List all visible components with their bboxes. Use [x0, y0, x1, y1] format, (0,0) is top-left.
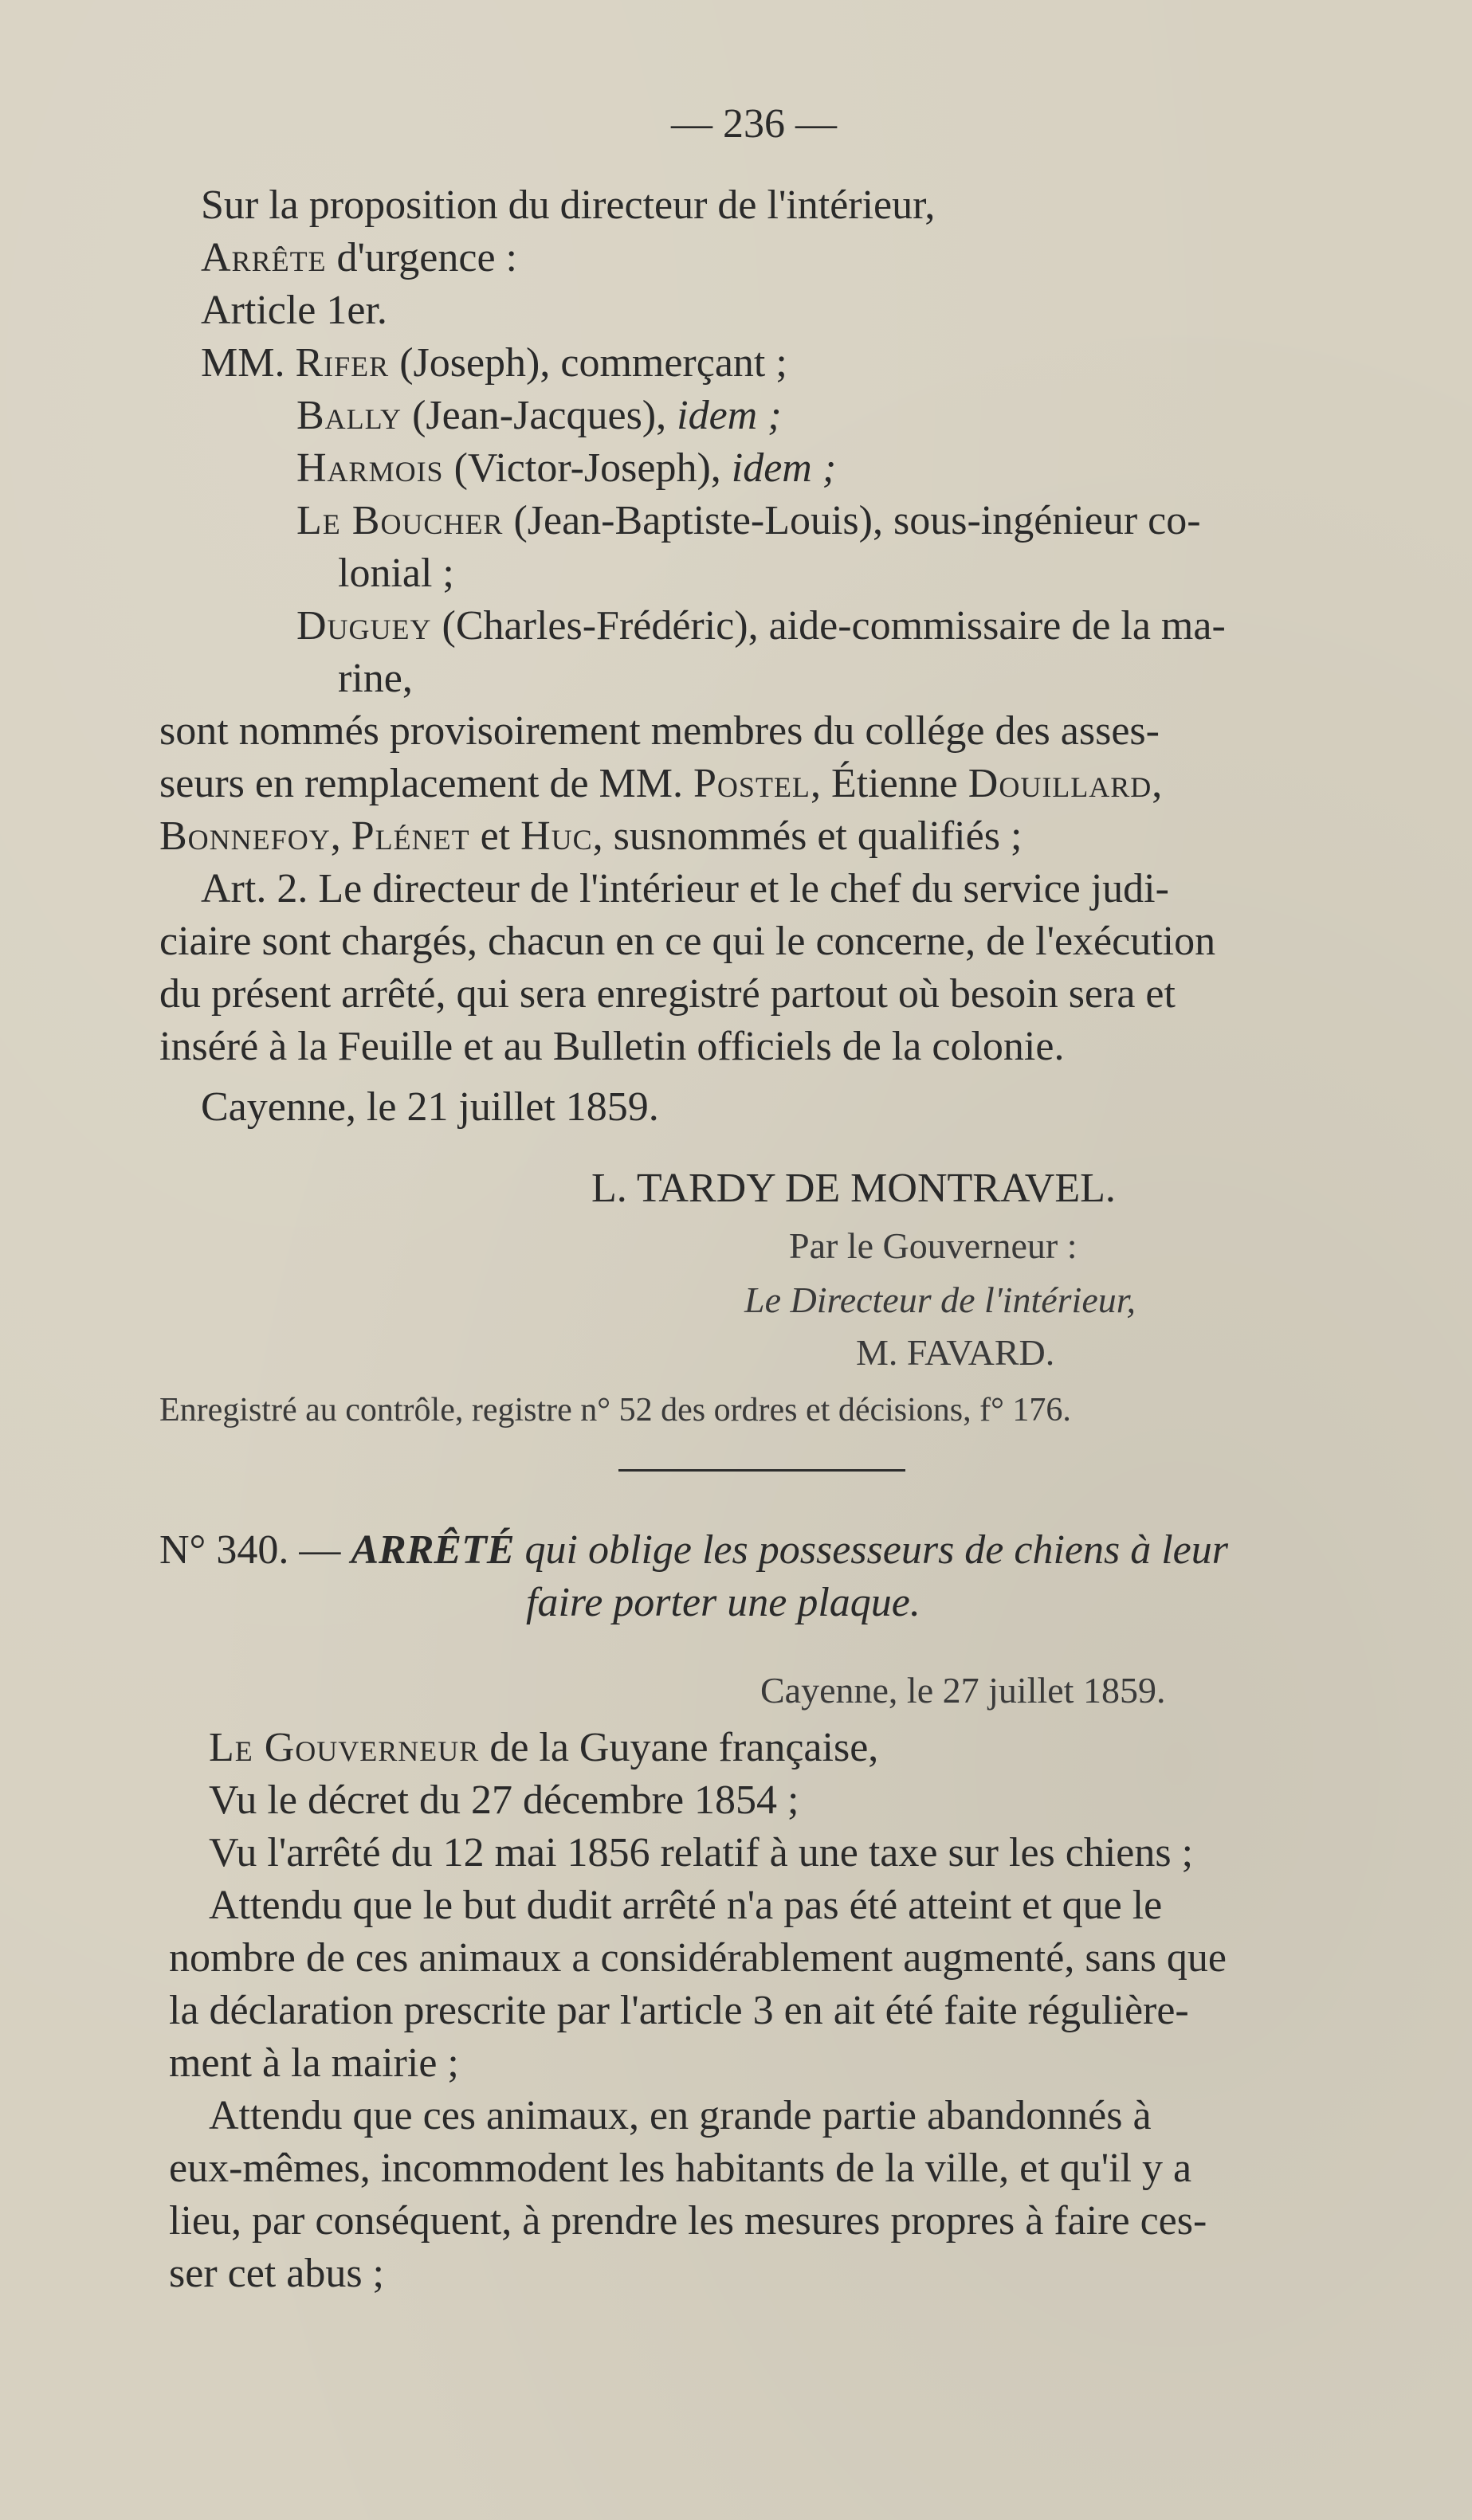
- text-line: Vu le décret du 27 décembre 1854 ;: [209, 1777, 799, 1823]
- text-line: Duguey (Charles-Frédéric), aide-commissaire de la ma-: [296, 603, 1226, 649]
- text-line: Vu l'arrêté du 12 mai 1856 relatif à une taxe sur les chiens ;: [209, 1830, 1194, 1875]
- text-line: ser cet abus ;: [169, 2251, 385, 2296]
- decree-title-continued: faire porter une plaque.: [526, 1580, 920, 1625]
- text-line: Bonnefoy, Plénet et Huc, susnommés et qualifiés ;: [159, 813, 1023, 859]
- text-line: inséré à la Feuille et au Bulletin officiels de la colonie.: [159, 1024, 1065, 1069]
- text-line: rine,: [338, 656, 413, 701]
- text-line: ciaire sont chargés, chacun en ce qui le concerne, de l'exécution: [159, 919, 1216, 964]
- text-line: Art. 2. Le directeur de l'intérieur et le chef du service judi-: [201, 866, 1169, 911]
- decree-title: N° 340. — ARRÊTÉ qui oblige les possesseurs de chiens à leur: [159, 1527, 1228, 1573]
- registration-note: Enregistré au contrôle, registre n° 52 des ordres et décisions, f° 176.: [159, 1392, 1071, 1429]
- text-line: Le Boucher (Jean-Baptiste-Louis), sous-ingénieur co-: [296, 498, 1201, 543]
- signature: L. TARDY DE MONTRAVEL.: [591, 1166, 1116, 1211]
- text-line: lonial ;: [338, 551, 454, 596]
- text-line: Le Gouverneur de la Guyane française,: [209, 1725, 879, 1770]
- section-divider: [618, 1469, 905, 1472]
- text-line: Arrête d'urgence :: [201, 235, 517, 280]
- text-line: Attendu que le but dudit arrêté n'a pas été atteint et que le: [209, 1883, 1163, 1928]
- text-line: MM. Rifer (Joseph), commerçant ;: [201, 340, 787, 386]
- text-line: seurs en remplacement de MM. Postel, Étienne Douillard,: [159, 761, 1163, 806]
- text-line: la déclaration prescrite par l'article 3 en ait été faite régulière-: [169, 1988, 1189, 2033]
- text-line: Bally (Jean-Jacques), idem ;: [296, 393, 782, 438]
- date-line: Cayenne, le 21 juillet 1859.: [201, 1084, 659, 1130]
- date-line: Cayenne, le 27 juillet 1859.: [760, 1670, 1166, 1711]
- text-line: Attendu que ces animaux, en grande partie abandonnés à: [209, 2093, 1152, 2138]
- article-heading: Article 1er.: [201, 288, 387, 333]
- text-line: nombre de ces animaux a considérablement augmenté, sans que: [169, 1935, 1227, 1981]
- text-line: ment à la mairie ;: [169, 2040, 459, 2086]
- text-line: sont nommés provisoirement membres du collége des asses-: [159, 708, 1160, 754]
- page-number: — 236 —: [671, 101, 837, 147]
- text-line: lieu, par conséquent, à prendre les mesures propres à faire ces-: [169, 2198, 1207, 2244]
- par-le-gouverneur: Par le Gouverneur :: [789, 1225, 1078, 1266]
- text-line: Sur la proposition du directeur de l'intérieur,: [201, 182, 936, 228]
- directeur-title: Le Directeur de l'intérieur,: [744, 1280, 1136, 1320]
- favard-signature: M. FAVARD.: [856, 1332, 1055, 1373]
- text-line: du présent arrêté, qui sera enregistré partout où besoin sera et: [159, 971, 1176, 1017]
- text-line: Harmois (Victor-Joseph), idem ;: [296, 445, 837, 491]
- text-line: eux-mêmes, incommodent les habitants de la ville, et qu'il y a: [169, 2146, 1192, 2191]
